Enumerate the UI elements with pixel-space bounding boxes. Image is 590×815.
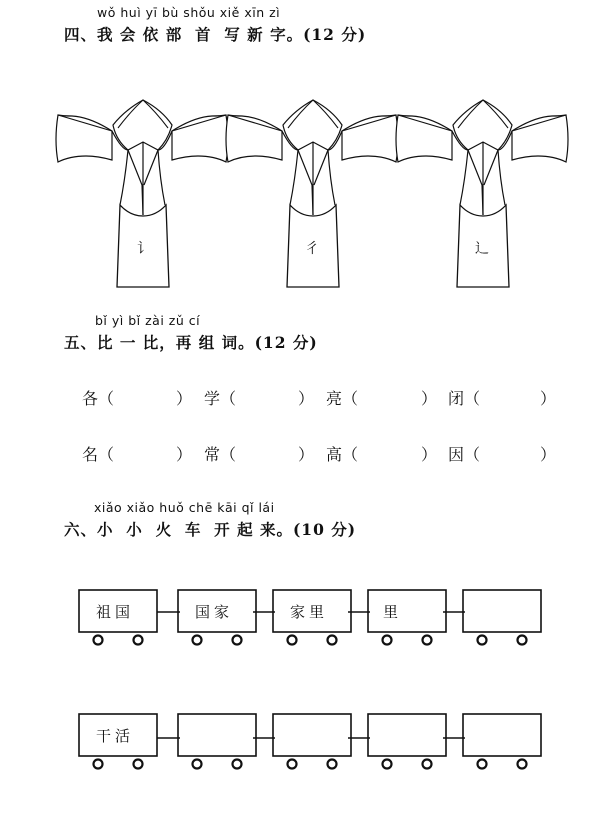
compare-item-open: 因（ — [448, 445, 481, 464]
train-1-car-3-label: 家里 — [290, 603, 329, 621]
train-1-car-4-label: 里 — [383, 603, 403, 621]
section6-heading: 六、小 小 火 车 开 起 来。(10 分) — [64, 520, 357, 539]
compare-item-open: 学（ — [204, 389, 237, 408]
radical-tree-1 — [56, 100, 228, 287]
compare-row-1 — [0, 386, 590, 408]
radical-label-2: 彳 — [305, 241, 319, 257]
train-2-car-3 — [273, 714, 351, 769]
radical-label-1: 讠 — [137, 241, 151, 257]
section4-pinyin: wǒ huì yī bù shǒu xiě xīn zì — [97, 5, 281, 20]
radical-label-3: 辶 — [475, 241, 489, 257]
compare-item-open: 高（ — [326, 445, 359, 464]
radical-tree-2 — [226, 100, 398, 287]
compare-item-close: ） — [421, 445, 438, 464]
compare-item-open: 各（ — [82, 389, 115, 408]
section5-pinyin: bǐ yì bǐ zài zǔ cí — [95, 313, 201, 328]
compare-item-close: ） — [176, 389, 193, 408]
train-2 — [79, 714, 541, 769]
train-1-car-4 — [368, 590, 446, 645]
compare-item-close: ） — [540, 445, 557, 464]
compare-item-open: 亮（ — [326, 389, 359, 408]
compare-item-close: ） — [298, 445, 315, 464]
compare-item-close: ） — [421, 389, 438, 408]
compare-item-open: 常（ — [204, 445, 237, 464]
train-1-car-2-label: 国家 — [195, 603, 234, 621]
train-2-car-4 — [368, 714, 446, 769]
compare-item-close: ） — [298, 389, 315, 408]
train-1-car-5 — [463, 590, 541, 645]
train-2-car-2 — [178, 714, 256, 769]
section6-pinyin: xiǎo xiǎo huǒ chē kāi qǐ lái — [94, 500, 275, 515]
compare-item-close: ） — [540, 389, 557, 408]
section4-heading: 四、我 会 依 部 首 写 新 字。(12 分) — [64, 25, 367, 44]
compare-item-close: ） — [176, 445, 193, 464]
compare-item-open: 名（ — [82, 445, 115, 464]
compare-row-2 — [0, 442, 590, 464]
radical-tree-3 — [396, 100, 568, 287]
compare-item-open: 闭（ — [448, 389, 481, 408]
section5-heading: 五、比 一 比，再 组 词。(12 分) — [64, 333, 318, 352]
train-2-car-5 — [463, 714, 541, 769]
train-1-car-1-label: 祖国 — [96, 603, 135, 621]
train-2-car-1-label: 干活 — [96, 727, 135, 745]
